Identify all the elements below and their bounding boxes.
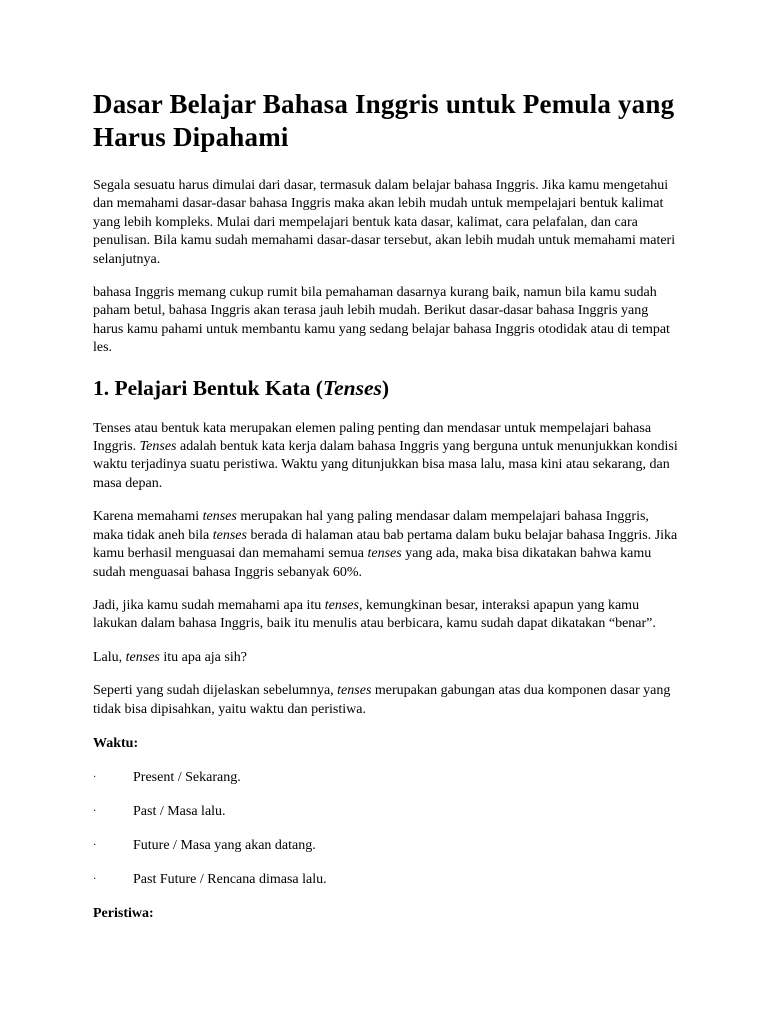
italic-run: tenses (337, 683, 372, 699)
text-run: merupakan hal yang paling mendasar dalam mempelajari bahasa Inggris, maka tidak aneh bila (93, 509, 649, 543)
text-run: itu apa aja sih? (159, 649, 247, 665)
text-run: Jadi, jika kamu sudah memahami apa itu (93, 597, 325, 613)
bullet-icon: · (93, 805, 97, 817)
tenses-paragraph-1 (93, 420, 678, 494)
bullet-icon: · (93, 771, 97, 783)
text-run: , kemungkinan besar, interaksi apapun yang kamu lakukan dalam bahasa Inggris, baik itu menulis atau berbicara, kamu sudah dapat dikatakan “benar”. (93, 597, 656, 632)
document-page (93, 88, 678, 939)
text-run: berada di halaman atau bab pertama dalam buku belajar bahasa Inggris. Jika kamu berhasil menguasai dan memahami semua (93, 527, 678, 562)
italic-run: tenses (212, 527, 247, 543)
list-item (93, 871, 678, 889)
intro-paragraph-1: Segala sesuatu harus dimulai dari dasar, termasuk dalam belajar bahasa Inggris. Jika kamu mengetahui dan memahami dasar-dasar bahasa Inggris maka akan lebih mudah untuk mempelajari bentuk kalimat yang lebih kompleks. Mulai dari mempelajari bentuk kata dasar, kalimat, cara pelafalan, dan cara penulisan. Bila kamu sudah memahami dasar-dasar tersebut, akan lebih mudah untuk memahami materi selanjutnya. (93, 178, 676, 267)
list-item (93, 803, 678, 821)
tenses-paragraph-5 (93, 682, 678, 719)
list-item (93, 769, 678, 787)
list-item-label: Present / Sekarang. (133, 769, 241, 785)
text-run: Tenses atau bentuk kata merupakan elemen paling penting dan mendasar untuk mempelajari bahasa Inggris. (93, 420, 652, 455)
italic-run: tenses (367, 546, 402, 562)
tenses-paragraph-2 (93, 508, 678, 582)
list-item-label: Past / Masa lalu. (133, 803, 226, 819)
text-run: merupakan gabungan atas dua komponen dasar yang tidak bisa dipisahkan, yaitu waktu dan peristiwa. (93, 683, 671, 717)
text-run: yang ada, maka bisa dikatakan bahwa kamu sudah menguasai bahasa Inggris sebanyak 60%. (93, 546, 652, 580)
text-run: adalah bentuk kata kerja dalam bahasa Inggris yang berguna untuk menunjukkan kondisi waktu terjadinya suatu peristiwa. Waktu yang ditunjukkan bisa masa lalu, masa kini atau sekarang, dan masa depan. (93, 439, 678, 491)
italic-run: tenses (202, 509, 237, 525)
tenses-paragraph-4 (93, 649, 678, 667)
peristiwa-label: Peristiwa: (93, 905, 154, 921)
list-item-label: Future / Masa yang akan datang. (133, 837, 316, 853)
intro-paragraph-2: bahasa Inggris memang cukup rumit bila pemahaman dasarnya kurang baik, namun bila kamu sudah paham betul, bahasa Inggris akan terasa jauh lebih mudah. Berikut dasar-dasar bahasa Inggris yang harus kamu pahami untuk membantu kamu yang sedang belajar bahasa Inggris otodidak atau di tempat les. (93, 285, 670, 356)
bullet-icon: · (93, 873, 97, 885)
waktu-label: Waktu: (93, 735, 139, 751)
text-run: Lalu, (93, 649, 126, 665)
document-title: Dasar Belajar Bahasa Inggris untuk Pemula yang Harus Dipahami (93, 89, 675, 152)
list-item (93, 837, 678, 855)
bullet-icon: · (93, 839, 97, 851)
text-run: Karena memahami (93, 509, 203, 525)
section-heading-prefix: 1. Pelajari Bentuk Kata ( (93, 375, 323, 400)
italic-run: Tenses (139, 439, 177, 455)
section-heading-tenses (93, 375, 678, 401)
section-heading-italic: Tenses (322, 375, 382, 400)
text-run: Seperti yang sudah dijelaskan sebelumnya, (93, 683, 338, 699)
tenses-paragraph-3 (93, 597, 678, 634)
section-heading-suffix: ) (381, 375, 390, 400)
italic-run: tenses (125, 649, 160, 665)
waktu-list (93, 769, 678, 889)
italic-run: tenses (324, 597, 359, 613)
list-item-label: Past Future / Rencana dimasa lalu. (133, 871, 327, 887)
